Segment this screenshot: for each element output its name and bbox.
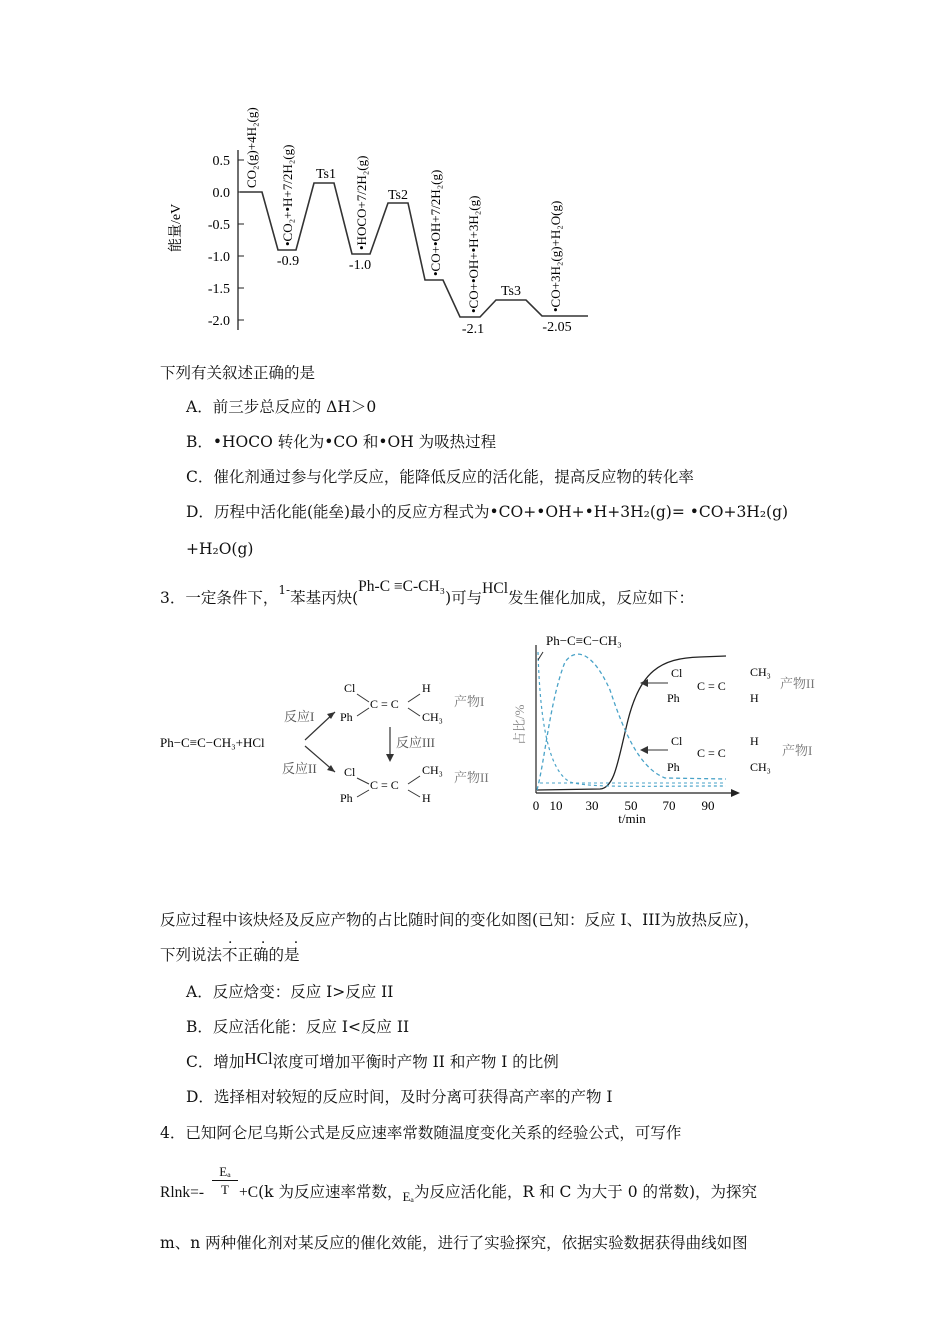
species-label: •CO+3H₂(g)+H₂O(g) — [548, 200, 563, 312]
intro-text: )可与 — [445, 589, 483, 607]
svg-text:H: H — [750, 691, 759, 705]
reaction-2-label: 反应II — [282, 761, 317, 776]
option-text: 增加 — [213, 1053, 245, 1071]
q3-option-d[interactable] — [186, 1087, 613, 1107]
y-tick-label: 0.0 — [212, 186, 230, 201]
product-1-chart-label: 产物I — [782, 743, 813, 758]
reaction-1-label: 反应I — [284, 709, 315, 724]
svg-text:Cl: Cl — [344, 765, 356, 779]
q2-option-c[interactable] — [186, 467, 694, 487]
svg-text:CH₃: CH₃ — [750, 665, 771, 679]
hcl-formula: HCl — [244, 1049, 273, 1068]
option-letter: C． — [186, 468, 214, 486]
level-values — [277, 254, 572, 337]
y-tick-label: 0.5 — [212, 154, 230, 169]
question-number: 3． — [160, 589, 186, 607]
x-tick-label: 70 — [662, 798, 676, 813]
ts2-label: Ts2 — [387, 188, 409, 203]
q2-option-b[interactable] — [186, 432, 496, 452]
svg-text:CH₃: CH₃ — [750, 760, 771, 774]
kinetics-chart — [505, 625, 845, 830]
svg-text:C = C: C = C — [697, 746, 726, 760]
q3-description-line1: 反应过程中该炔烃及反应产物的占比随时间的变化如图(已知：反应 I、III为放热反应)， — [160, 911, 760, 929]
option-text: 浓度可增加平衡时产物 II 和产物 I 的比例 — [272, 1053, 559, 1071]
fraction-denominator: T — [221, 1182, 229, 1197]
reaction-scheme — [155, 670, 525, 810]
option-text: 历程中活化能(能垒)最小的反应方程式为•CO+•OH+•H+3H₂(g)= •CO+3H₂(g) — [213, 503, 789, 521]
y-tick-label: -1.5 — [207, 282, 230, 297]
q4-text: (k 为反应速率常数， — [258, 1183, 403, 1201]
q3-option-a[interactable] — [186, 982, 393, 1002]
intro-text: 一定条件下， — [185, 589, 279, 607]
option-letter: D． — [186, 503, 214, 521]
option-text: 反应活化能：反应 I<反应 II — [212, 1018, 410, 1036]
question-number: 4． — [160, 1124, 186, 1142]
ts3-label: Ts3 — [500, 284, 522, 299]
svg-text:Ph: Ph — [667, 691, 680, 705]
svg-text:Ph: Ph — [340, 791, 353, 805]
q4-line2 — [160, 1182, 204, 1203]
reaction-3-label: 反应III — [396, 735, 435, 750]
energy-profile-diagram — [150, 70, 600, 345]
q4-line1 — [160, 1123, 681, 1143]
option-letter: A． — [186, 398, 213, 416]
svg-text:Cl: Cl — [671, 734, 683, 748]
activation-energy-symbol: Eₐ — [402, 1189, 414, 1204]
option-text: 催化剂通过参与化学反应，能降低反应的活化能，提高反应物的转化率 — [213, 468, 694, 486]
q3-option-b[interactable] — [186, 1017, 409, 1037]
svg-text:CH₃: CH₃ — [422, 710, 443, 724]
product-2-curve — [537, 656, 726, 790]
svg-text:C = C: C = C — [697, 679, 726, 693]
intro-text: 苯基丙炔( — [290, 589, 359, 607]
svg-text:Cl: Cl — [671, 666, 683, 680]
arrhenius-fraction — [212, 1163, 238, 1198]
y-axis-label: 占比/% — [512, 704, 527, 745]
q2-option-d[interactable] — [186, 502, 788, 522]
q4-line3: m、n 两种催化剂对某反应的催化效能，进行了实验探究，依据实验数据获得曲线如图 — [160, 1234, 748, 1252]
x-tick-label: 90 — [701, 798, 715, 813]
q4-line2-rest — [239, 1182, 757, 1203]
x-tick-label: 30 — [585, 798, 599, 813]
intro-text: 发生催化加成，反应如下： — [508, 589, 695, 607]
species-labels — [244, 107, 563, 313]
species-label: •CO₂+•H+7/2H₂(g) — [280, 144, 295, 246]
phenylpropyne-formula: Ph-C ≡C-CH₃ — [358, 578, 446, 595]
q4-text: 已知阿仑尼乌斯公式是反应速率常数随温度变化关系的经验公式，可写作 — [185, 1124, 682, 1142]
svg-text:Ph: Ph — [667, 760, 680, 774]
fraction-numerator: Eₐ — [212, 1163, 238, 1181]
x-axis-label: t/min — [618, 811, 646, 826]
reactant-chart-label: Ph−C≡C−CH₃ — [546, 633, 622, 648]
q2-option-a[interactable] — [186, 397, 376, 417]
option-letter: A． — [186, 983, 213, 1001]
q2-option-d-continued: +H₂O(g) — [186, 540, 254, 558]
svg-text:CH₃: CH₃ — [422, 763, 443, 777]
arrhenius-rhs: +C — [239, 1184, 259, 1201]
x-tick-label: 0 — [532, 798, 540, 813]
option-letter: B． — [186, 1018, 213, 1036]
svg-text:Ph: Ph — [340, 710, 353, 724]
option-letter: C． — [186, 1053, 214, 1071]
level-value: -1.0 — [348, 258, 372, 273]
product-1-curve — [537, 654, 726, 790]
q3-option-c[interactable] — [186, 1049, 559, 1072]
option-letter: B． — [186, 433, 213, 451]
ts1-label: Ts1 — [315, 167, 337, 182]
svg-text:Cl: Cl — [344, 681, 356, 695]
desc-text: 下列说法 — [160, 946, 223, 964]
species-label: •CO+•OH+7/2H₂(g) — [428, 169, 443, 276]
product-2-chart-label: 产物II — [780, 676, 815, 691]
intro-text: 1- — [278, 583, 291, 597]
level-value: -0.9 — [276, 254, 300, 269]
species-label: CO₂(g)+4H₂(g) — [244, 107, 259, 188]
y-axis-label: 能量/eV — [169, 203, 184, 252]
y-tick-label: -0.5 — [207, 218, 230, 233]
product-2-label: 产物II — [454, 770, 489, 785]
reactant-curve — [538, 652, 726, 786]
q4-text: 为反应活化能，R 和 C 为大于 0 的常数)，为探究 — [413, 1183, 758, 1201]
product-1-label: 产物I — [454, 694, 485, 709]
arrhenius-lhs: Rlnk=- — [160, 1184, 205, 1201]
species-label: •CO+•OH+•H+3H₂(g) — [466, 195, 481, 313]
svg-text:C = C: C = C — [370, 697, 399, 711]
level-value: -2.1 — [461, 322, 485, 337]
emphasized-not-correct: 不正确 — [222, 946, 269, 964]
species-label: •HOCO+7/2H₂(g) — [354, 155, 369, 250]
option-text: 前三步总反应的 ΔH＞0 — [212, 398, 377, 416]
hcl-formula: HCl — [482, 580, 508, 597]
option-text: •HOCO 转化为•CO 和•OH 为吸热过程 — [212, 433, 497, 451]
desc-text: 的是 — [268, 946, 300, 964]
y-tick-label: -1.0 — [207, 250, 230, 265]
option-letter: D． — [186, 1088, 214, 1106]
svg-text:H: H — [750, 734, 759, 748]
emphasis-dots: · · · — [228, 935, 311, 951]
svg-text:C = C: C = C — [370, 778, 399, 792]
svg-text:H: H — [422, 791, 431, 805]
y-tick-label: -2.0 — [207, 314, 230, 329]
q2-stem: 下列有关叙述正确的是 — [160, 364, 316, 382]
x-tick-label: 10 — [549, 798, 563, 813]
reactant-label: Ph−C≡C−CH₃+HCl — [160, 735, 265, 750]
option-text: 选择相对较短的反应时间，及时分离可获得高产率的产物 I — [213, 1088, 613, 1106]
level-value: -2.05 — [542, 320, 572, 335]
x-tick-label: 50 — [624, 798, 638, 813]
svg-text:H: H — [422, 681, 431, 695]
q3-intro — [160, 578, 695, 609]
option-text: 反应焓变：反应 I>反应 II — [212, 983, 394, 1001]
